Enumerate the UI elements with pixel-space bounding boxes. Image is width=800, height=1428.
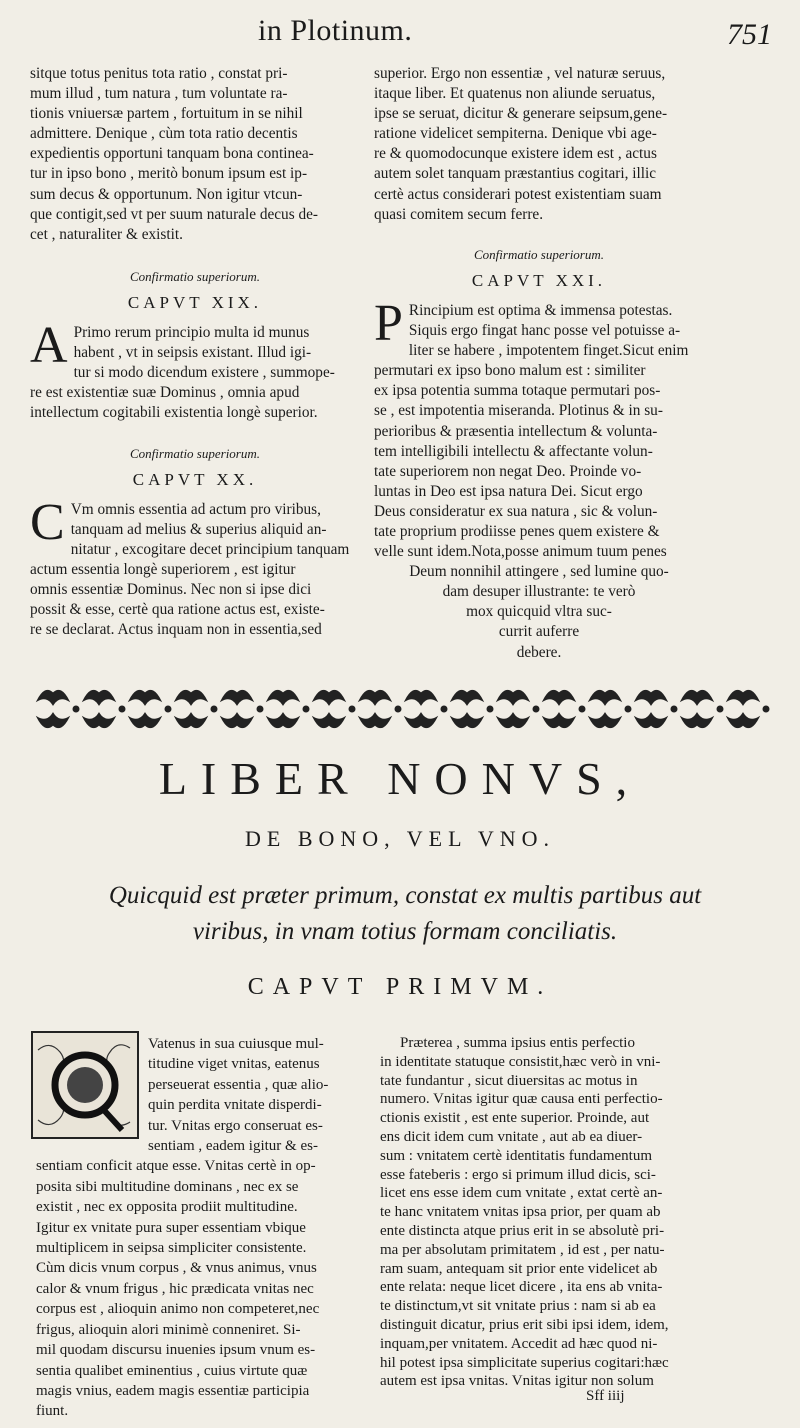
text-line: tate superiorem non negat Deo. Proinde vo- — [374, 462, 642, 480]
text-line: Præterea , summa ipsius entis perfectio — [400, 1035, 635, 1051]
text-line: certè actus considerari potest existentiam suam — [374, 185, 662, 203]
text-line: frigus, alioquin alori minimè conneniret. Si- — [36, 1321, 301, 1338]
ornament-motif — [37, 690, 79, 727]
text-line: tate proprium prodiisse penes quem existere & — [374, 522, 660, 540]
ornament-motif — [405, 690, 447, 727]
ornament-motif — [313, 690, 355, 727]
text-line: fiunt. — [36, 1403, 69, 1420]
left-bottom-column — [36, 1034, 366, 1422]
text-line: currit auferre — [498, 623, 580, 641]
ornament-motif — [221, 690, 263, 727]
running-title: in Plotinum. — [258, 14, 413, 47]
text-line: velle sunt idem.Nota,posse animum tuum penes — [374, 543, 667, 561]
chapter-tail-funnel — [374, 562, 704, 662]
text-line: mum illud , tum natura , tum voluntate ra- — [30, 85, 288, 103]
text-line: admittere. Denique , cùm tota ratio decentis — [30, 125, 298, 143]
text-line: nitatur , excogitare decet principium tanquam — [70, 540, 350, 558]
section-heading-confirmatio: Confirmatio superiorum. — [473, 246, 604, 262]
text-line: re se declarat. Actus inquam non in essentia,sed — [30, 621, 322, 639]
ornament-motif — [497, 690, 539, 727]
text-line: possit & esse, certè qua ratione actus est, existe- — [30, 601, 325, 619]
text-line: mox quicquid vltra suc- — [466, 603, 612, 621]
text-line: tur. Vnitas ergo conseruat es- — [148, 1117, 323, 1134]
text-line: ens dicit idem cum vnitate , aut ab ea diuer- — [380, 1128, 643, 1145]
text-line: licet ens esse idem cum vnitate , extat certè an- — [380, 1185, 663, 1202]
ornament-motif — [727, 690, 769, 727]
book-argument — [60, 878, 750, 950]
text-line: sitque totus penitus tota ratio , constat pri- — [30, 65, 288, 82]
text-line: mil quodam discursu inuenies ipsum vnum es- — [36, 1342, 316, 1359]
page-header — [0, 14, 800, 54]
text-line: dam desuper illustrante: te verò — [442, 583, 636, 601]
book-subtitle: DE BONO, VEL VNO. — [245, 826, 555, 851]
drop-cap: P — [374, 294, 403, 352]
text-line: Vm omnis essentia ad actum pro viribus, — [70, 500, 321, 518]
chapter-heading: CAPVT XIX. — [127, 292, 263, 312]
drop-cap: C — [30, 493, 65, 551]
text-line: ente relata: neque licet dicere , ita ens ab vnita- — [380, 1279, 663, 1296]
text-line: calor & vnum frigus , hic prædicata vnitas nec — [36, 1280, 314, 1297]
text-line: titudine viget vnitas, eatenus — [148, 1056, 320, 1073]
text-line: Igitur ex vnitate pura super essentiam vbique — [36, 1219, 306, 1236]
text-line: liter se habere , impotentem finget.Sicut enim — [408, 342, 689, 360]
text-line: esse fateberis : ergo si primum illud dicis, sci- — [380, 1166, 656, 1183]
text-line: actum essentia longè superiorem , est igitur — [30, 560, 296, 578]
text-line: tur si modo dicendum existere , summope- — [73, 364, 335, 382]
text-line: te distinctum,vt sit vnitate prius : nam si ab ea — [380, 1298, 656, 1315]
text-line: Deus consideratur ex sua natura , sic & volun- — [374, 502, 658, 520]
text-line: permutari ex ipso bono malum est : similiter — [374, 362, 646, 380]
ornament-motif — [589, 690, 631, 727]
text-line: ram suam, antequam sit prior ente videlicet ab — [380, 1260, 658, 1277]
text-line: autem solet tanquam præstantius cogitari, illic — [374, 165, 657, 183]
text-line: existit , nec ex opposita prodiit multitudine. — [36, 1199, 298, 1216]
text-line: magis vnius, eadem magis essentiæ participia — [36, 1382, 310, 1399]
text-line: sentiam conficit atque esse. Vnitas certè in op- — [36, 1158, 316, 1175]
text-line: habent , vt in seipsis existant. Illud igi- — [73, 344, 312, 362]
text-line: te hanc vnitatem vnitas ipsa prior, per quam ab — [380, 1204, 661, 1221]
text-line: perioribus & præsentia intellectum & volunta- — [374, 422, 658, 440]
text-line: sentia qualibet eminentius , cuius virtute quæ — [36, 1362, 308, 1379]
ornament-motif — [451, 690, 493, 727]
ornament-motif — [681, 690, 723, 727]
text-line: luntas in Deo est ipsa natura Dei. Sicut ergo — [374, 482, 643, 500]
text-line: posita sibi multitudine dominans , nec ex se — [36, 1178, 299, 1195]
chapter-heading: CAPVT XXI. — [471, 270, 607, 290]
text-line: Siquis ergo fingat hanc posse vel potuisse a- — [408, 322, 681, 340]
ornament-motif — [543, 690, 585, 727]
text-line: sum : vnitatem certè identitatis fundamentum — [380, 1147, 653, 1164]
ornament-motif — [175, 690, 217, 727]
drop-cap: A — [30, 317, 68, 375]
text-line: sentiam , eadem igitur & es- — [148, 1138, 318, 1155]
text-line: re est existentiæ suæ Dominus , omnia apud — [30, 384, 300, 402]
text-line: tem intelligibili intellectu & affectante volun- — [374, 442, 653, 460]
text-line: perseuerat essentia , quæ alio- — [148, 1076, 329, 1093]
text-line: que contigit,sed vt per suum naturale decus de- — [30, 205, 319, 223]
text-line: autem est ipsa vnitas. Vnitas igitur non solum — [380, 1373, 654, 1390]
text-line: ratione videlicet sempiterna. Denique vbi age- — [374, 125, 657, 143]
chapter-body — [374, 294, 704, 562]
chapter-body — [30, 317, 360, 423]
text-line: tur in ipso bono , meritò bonum ipsum est ip- — [30, 165, 308, 183]
text-line: re & quomodocunque existere idem est , actus — [374, 145, 657, 163]
initial-indented-block — [36, 1034, 366, 1156]
text-line: ma per absolutam primitatem , id est , per natu- — [380, 1241, 665, 1258]
text-line: ipse se seruat, dicitur & generare seipsum,gene- — [374, 105, 668, 123]
text-line: Rincipium est optima & immensa potestas. — [408, 301, 673, 319]
text-line: Cùm dicis vnum corpus , & vnus animus, vnus — [36, 1260, 317, 1277]
page-number: 751 — [727, 18, 772, 51]
text-line: in identitate statuque consistit,hæc verò in vni- — [380, 1053, 661, 1070]
text-line: tionis vniuersæ partem , fortuitum in se nihil — [30, 105, 303, 123]
text-line: omnis essentiæ Dominus. Nec non si ipse dici — [30, 581, 312, 599]
text-line: tanquam ad melius & superius aliquid an- — [70, 520, 327, 538]
text-line: ctionis existit , est ente superior. Proinde, aut — [380, 1110, 650, 1127]
text-line: quasi comitem secum ferre. — [374, 205, 544, 223]
text-line: itaque liber. Et quatenus non aliunde seruatus, — [374, 85, 656, 103]
signature-mark: Sff iiij — [586, 1388, 625, 1404]
argument-line: viribus, in vnam totius formam conciliatis. — [192, 918, 618, 945]
right-top-column — [374, 64, 704, 663]
text-line: inquam,per vnitatem. Accedit ad hæc quod ni- — [380, 1335, 658, 1352]
ornament-motif — [359, 690, 401, 727]
text-line: Vatenus in sua cuiusque mul- — [148, 1036, 324, 1052]
text-line: intellectum cogitabili existentia longè superior. — [30, 404, 318, 422]
chapter-heading: CAPVT XX. — [132, 469, 258, 489]
decorative-ornament-band — [30, 683, 770, 735]
text-line: superior. Ergo non essentiæ , vel naturæ seruus, — [374, 65, 666, 82]
text-line: ex ipsa potentia summa totaque permutari pos- — [374, 382, 661, 400]
text-line: hil potest ipsa simplicitate superius cogitari:hæc — [380, 1354, 669, 1371]
text-line: expedientis opportuni tanquam bona continea- — [30, 145, 314, 163]
text-line: Primo rerum principio multa id munus — [73, 324, 310, 342]
text-line: ente distincta atque prius erit in se absolutè pri- — [380, 1222, 665, 1239]
ornament-motif — [129, 690, 171, 727]
text-line: sum decus & opportunum. Non igitur vtcun- — [30, 185, 303, 203]
ornament-motif — [83, 690, 125, 727]
right-bottom-column — [380, 1034, 710, 1391]
section-heading-confirmatio: Confirmatio superiorum. — [129, 445, 260, 461]
text-line: Deum nonnihil attingere , sed lumine quo- — [409, 563, 669, 581]
text-line: multiplicem in seipsa simpliciter consistente. — [36, 1240, 307, 1257]
left-top-column — [30, 64, 360, 640]
text-line: corpus est , alioquin animo non competeret,nec — [36, 1301, 320, 1318]
chapter-body — [30, 493, 360, 641]
text-line: debere. — [516, 643, 562, 661]
argument-line: Quicquid est præter primum, constat ex multis partibus aut — [108, 882, 702, 909]
text-line: numero. Vnitas igitur quæ causa enti perfectio- — [380, 1091, 663, 1108]
text-line: cet , naturaliter & existit. — [30, 225, 183, 243]
chapter-heading-primum: CAPVT PRIMVM. — [247, 974, 553, 1000]
text-line: distinguit dicatur, prius erit sibi ipsi idem, idem, — [380, 1316, 669, 1333]
section-heading-confirmatio: Confirmatio superiorum. — [129, 268, 260, 284]
book-title: LIBER NONVS, — [158, 753, 642, 804]
text-line: quin perdita vnitate disperdi- — [148, 1097, 322, 1114]
ornament-motif — [267, 690, 309, 727]
text-line: se , est impotentia miseranda. Plotinus & in su- — [374, 402, 663, 420]
ornament-motif — [635, 690, 677, 727]
text-line: tate fundantur , sicut diuersitas ac motus in — [380, 1072, 638, 1089]
